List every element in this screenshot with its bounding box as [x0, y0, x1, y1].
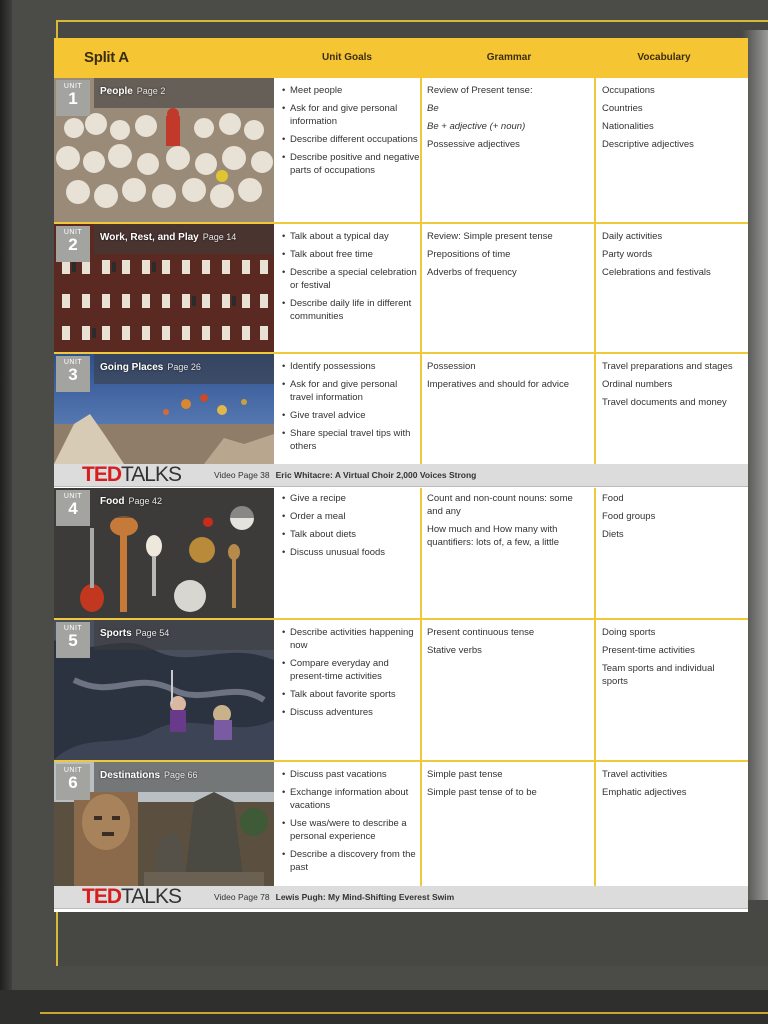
unit-page: Page 42	[128, 496, 162, 506]
goal-item: • Talk about diets	[282, 528, 422, 541]
vocab-item: Diets	[602, 529, 624, 540]
unit-6-vocabulary	[602, 768, 742, 804]
grammar-item: Be + adjective (+ noun)	[427, 121, 526, 132]
ted-talks-logo	[82, 464, 181, 486]
unit-badge-5	[56, 622, 90, 658]
unit-label: UNIT	[63, 83, 83, 90]
goal-item: • Talk about favorite sports	[282, 688, 422, 701]
unit-title-text: Going Places	[100, 362, 164, 373]
goal-item: • Describe positive and negative parts of occupations	[282, 151, 422, 177]
ted-logo-talks: TALKS	[121, 885, 181, 908]
goal-item: • Describe activities happening now	[282, 626, 422, 652]
goal-item: • Compare everyday and present-time activities	[282, 657, 422, 683]
goal-item: • Describe daily life in different communities	[282, 297, 422, 323]
grammar-item: Simple past tense of to be	[427, 787, 537, 798]
unit-page: Page 14	[202, 232, 237, 242]
unit-4-grammar	[427, 492, 589, 554]
unit-2-goals	[282, 230, 422, 328]
grammar-item: Stative verbs	[427, 645, 482, 656]
column-divider	[594, 354, 596, 464]
next-page-edge	[40, 1012, 768, 1014]
vocab-item: Travel documents and money	[602, 397, 727, 408]
vocab-item: Party words	[602, 249, 653, 260]
unit-title-text: Food	[100, 496, 125, 507]
unit-row-1	[54, 78, 748, 224]
unit-2-grammar	[427, 230, 589, 284]
goal-item: • Describe a discovery from the past	[282, 848, 422, 874]
unit-label: UNIT	[63, 359, 83, 366]
unit-1-vocabulary	[602, 84, 742, 156]
column-divider	[594, 762, 596, 886]
goal-item: • Discuss past vacations	[282, 768, 422, 781]
goal-item: • Describe different occupations	[282, 133, 422, 146]
column-divider	[594, 78, 596, 222]
unit-5-grammar	[427, 626, 589, 662]
ted-video-2[interactable]	[214, 892, 454, 902]
grammar-item: Present continuous tense	[427, 627, 535, 638]
unit-badge-6	[56, 764, 90, 800]
ted-video-title: Eric Whitacre: A Virtual Choir 2,000 Voices Strong	[275, 470, 477, 480]
vocab-item: Team sports and individual sports	[602, 663, 715, 687]
ted-talks-bar-1	[54, 464, 748, 487]
goal-item: • Discuss adventures	[282, 706, 422, 719]
unit-number: 3	[68, 365, 78, 384]
grammar-item: Simple past tense	[427, 769, 503, 780]
unit-1-goals	[282, 84, 422, 182]
contents-table	[54, 38, 748, 912]
goal-item: • Give travel advice	[282, 409, 422, 422]
grammar-item: Prepositions of time	[427, 249, 511, 260]
unit-2-title[interactable]	[100, 232, 236, 243]
unit-label: UNIT	[63, 625, 83, 632]
goal-item: • Order a meal	[282, 510, 422, 523]
unit-3-goals	[282, 360, 422, 458]
vocab-item: Food groups	[602, 511, 656, 522]
unit-row-4	[54, 488, 748, 620]
unit-badge-1	[56, 80, 90, 116]
scan-bottom-strip	[0, 990, 768, 1024]
grammar-item: Possession	[427, 361, 476, 372]
unit-badge-4	[56, 490, 90, 526]
ted-talks-logo	[82, 886, 181, 908]
header-unit-goals: Unit Goals	[321, 52, 372, 63]
ted-talks-bar-2	[54, 886, 748, 909]
unit-number: 6	[68, 773, 78, 792]
unit-page: Page 2	[136, 86, 166, 96]
goal-item: • Give a recipe	[282, 492, 422, 505]
vocab-item: Descriptive adjectives	[602, 139, 694, 150]
unit-5-vocabulary	[602, 626, 742, 693]
unit-1-grammar	[427, 84, 589, 156]
unit-title-text: Sports	[100, 628, 132, 639]
unit-row-5	[54, 620, 748, 762]
goal-item: • Exchange information about vacations	[282, 786, 422, 812]
unit-4-title[interactable]	[100, 496, 162, 507]
unit-number: 5	[68, 631, 78, 650]
goal-item: • Use was/were to describe a personal experience	[282, 817, 422, 843]
column-divider	[594, 224, 596, 352]
unit-badge-2	[56, 226, 90, 262]
header-grammar: Grammar	[486, 52, 532, 63]
unit-badge-3	[56, 356, 90, 392]
grammar-item: Review of Present tense:	[427, 85, 533, 96]
ted-video-title: Lewis Pugh: My Mind-Shifting Everest Swim	[275, 892, 455, 902]
grammar-item: Adverbs of frequency	[427, 267, 517, 278]
split-title: Split A	[84, 49, 129, 66]
ted-logo-talks: TALKS	[121, 463, 181, 486]
vocab-item: Doing sports	[602, 627, 656, 638]
vocab-item: Present-time activities	[602, 645, 695, 656]
unit-page: Page 26	[167, 362, 201, 372]
unit-title-text: Work, Rest, and Play	[100, 232, 199, 243]
goal-item: • Talk about free time	[282, 248, 422, 261]
goal-item: • Talk about a typical day	[282, 230, 422, 243]
unit-6-grammar	[427, 768, 589, 804]
goal-item: • Describe a special celebration or festival	[282, 266, 422, 292]
vocab-item: Nationalities	[602, 121, 654, 132]
unit-number: 4	[68, 499, 78, 518]
vocab-item: Countries	[602, 103, 643, 114]
unit-label: UNIT	[63, 229, 83, 236]
unit-row-2	[54, 224, 748, 354]
ted-video-1[interactable]	[214, 470, 476, 480]
vocab-item: Emphatic adjectives	[602, 787, 687, 798]
column-divider	[594, 620, 596, 760]
goal-item: • Ask for and give personal travel information	[282, 378, 422, 404]
unit-row-3	[54, 354, 748, 464]
goal-item: • Ask for and give personal information	[282, 102, 422, 128]
goal-item: • Identify possessions	[282, 360, 422, 373]
unit-4-vocabulary	[602, 492, 742, 546]
column-divider	[594, 488, 596, 618]
unit-3-title[interactable]	[100, 362, 201, 373]
goal-item: • Share special travel tips with others	[282, 427, 422, 453]
unit-2-vocabulary	[602, 230, 742, 284]
ted-video-page: Video Page 78	[214, 892, 270, 902]
vocab-item: Travel activities	[602, 769, 668, 780]
grammar-item: Be	[427, 103, 439, 114]
unit-5-title[interactable]	[100, 628, 169, 639]
goal-item: • Discuss unusual foods	[282, 546, 422, 559]
ted-logo-ted: TED	[82, 463, 121, 486]
grammar-item: How much and How many with quantifiers: lots of, a few, a little	[427, 524, 560, 548]
ted-logo-ted: TED	[82, 885, 121, 908]
table-header	[54, 38, 748, 80]
vocab-item: Ordinal numbers	[602, 379, 673, 390]
grammar-item: Possessive adjectives	[427, 139, 520, 150]
unit-5-goals	[282, 626, 422, 724]
unit-row-6	[54, 762, 748, 886]
ted-video-page: Video Page 38	[214, 470, 270, 480]
unit-6-goals	[282, 768, 422, 879]
vocab-item: Occupations	[602, 85, 655, 96]
vocab-item: Daily activities	[602, 231, 663, 242]
unit-6-title[interactable]	[100, 770, 198, 781]
grammar-item: Imperatives and should for advice	[427, 379, 570, 390]
unit-number: 2	[68, 235, 78, 254]
unit-3-vocabulary	[602, 360, 742, 414]
vocab-item: Celebrations and festivals	[602, 267, 711, 278]
unit-4-goals	[282, 492, 422, 564]
unit-title-text: Destinations	[100, 770, 161, 781]
unit-1-title[interactable]	[100, 86, 165, 97]
unit-page: Page 66	[164, 770, 198, 780]
unit-page: Page 54	[135, 628, 170, 638]
vocab-item: Food	[602, 493, 624, 504]
unit-label: UNIT	[63, 767, 83, 774]
unit-3-grammar	[427, 360, 589, 396]
grammar-item: Count and non-count nouns: some and any	[427, 493, 573, 517]
goal-item: • Meet people	[282, 84, 422, 97]
grammar-item: Review: Simple present tense	[427, 231, 553, 242]
header-vocabulary: Vocabulary	[637, 52, 691, 63]
vocab-item: Travel preparations and stages	[602, 361, 733, 372]
unit-number: 1	[68, 89, 78, 108]
unit-title-text: People	[100, 86, 133, 97]
unit-label: UNIT	[63, 493, 83, 500]
